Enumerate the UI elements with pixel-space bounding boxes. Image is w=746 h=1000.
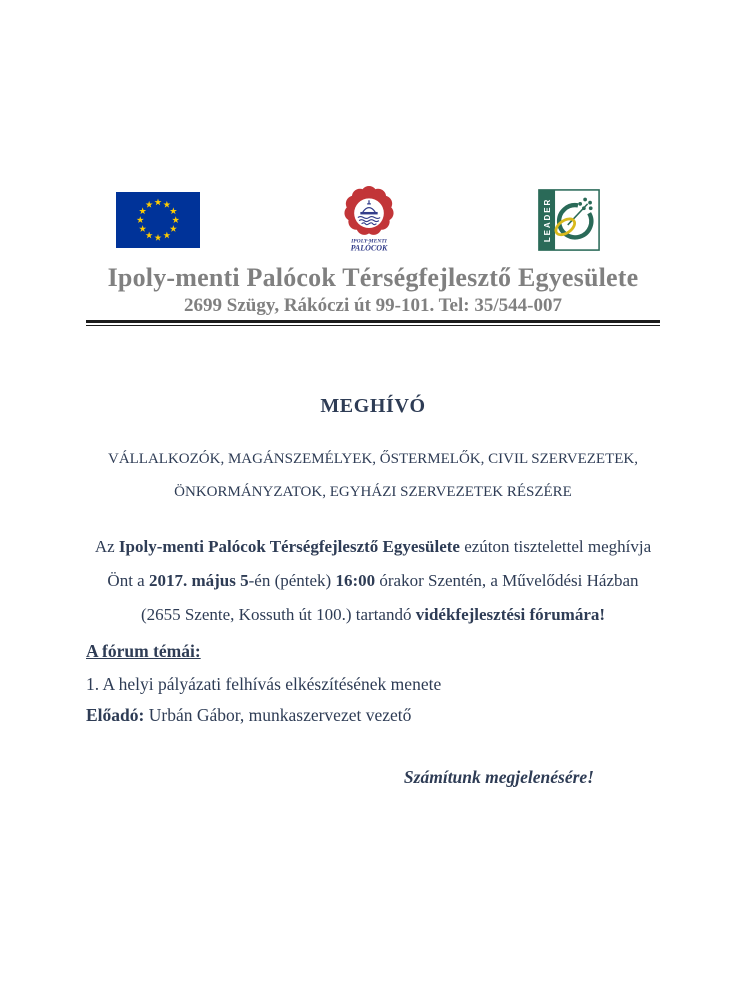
- audience-block: [86, 443, 660, 509]
- leader-logo-text: LEADER: [542, 197, 552, 243]
- leader-logo-icon: [538, 189, 600, 251]
- speaker-label: Előadó:: [86, 705, 145, 725]
- header-divider: [86, 320, 660, 326]
- audience-line-2: ÖNKORMÁNYZATOK, EGYHÁZI SZERVEZETEK RÉSZÉRE: [174, 484, 572, 500]
- address-line: 2699 Szügy, Rákóczi út 99-101. Tel: 35/544-007: [184, 295, 562, 316]
- invitation-body-paragraph: Az Ipoly-menti Palócok Térségfejlesztő Egyesülete ezúton tisztelettel meghívja Önt a 2017. május 5-én (péntek) 16:00 órakor Szentén, a Művelődési Házban (2655 Szente, Kossuth út 100.) tartandó vidékfejlesztési fórumára!: [94, 537, 652, 624]
- topics-heading: A fórum témái:: [86, 641, 201, 661]
- speaker-line: [86, 705, 660, 726]
- eu-flag-icon: [116, 191, 200, 249]
- closing-line: Számítunk megjelenésére!: [403, 767, 594, 787]
- ipolymenti-logo-line2: PALÓCOK: [350, 243, 388, 253]
- ipolymenti-palocok-logo-icon: [338, 186, 400, 254]
- organization-name: Ipoly-menti Palócok Térségfejlesztő Egyesülete: [107, 263, 639, 292]
- invitation-title: MEGHÍVÓ: [320, 395, 426, 417]
- topic-item: 1. A helyi pályázati felhívás elkészítésének menete: [86, 674, 442, 694]
- audience-line-1: VÁLLALKOZÓK, MAGÁNSZEMÉLYEK, ŐSTERMELŐK, CIVIL SZERVEZETEK,: [107, 451, 639, 467]
- logos-row: [86, 186, 660, 254]
- speaker-value: Urbán Gábor, munkaszervezet vezető: [144, 705, 412, 725]
- ipolymenti-logo-line1: IPOLY·MENTI: [351, 238, 387, 245]
